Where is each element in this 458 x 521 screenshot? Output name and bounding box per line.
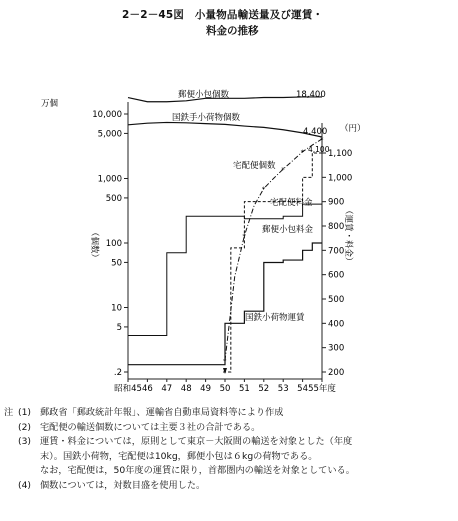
- x-tick-label: 46: [141, 384, 153, 394]
- x-tick-label: 55年度: [308, 384, 336, 394]
- right-tick-label: 600: [328, 270, 345, 281]
- left-tick-label: 5,000: [97, 129, 122, 140]
- x-tick-label: 47: [161, 384, 173, 394]
- note-line: [4, 479, 454, 494]
- x-tick-label: 53: [277, 384, 289, 394]
- left-axis-unit: 万個: [40, 99, 58, 109]
- left-tick-label: 10: [111, 303, 122, 314]
- note-lead: 注: [4, 407, 14, 418]
- left-tick-label: 10,000: [92, 110, 122, 120]
- takkyubin-point: *: [242, 232, 246, 241]
- notes: [4, 406, 454, 494]
- takkyubin-start-marker: [223, 368, 227, 374]
- x-tick-label: 昭和45: [114, 384, 142, 394]
- right-tick-label: 1,100: [328, 149, 353, 159]
- left-tick-label: 1,000: [97, 174, 122, 185]
- takkyubin-point: *: [223, 357, 227, 366]
- label-parcel-fee: 郵便小包料金: [262, 225, 314, 235]
- takkyubin-point: *: [281, 166, 285, 175]
- x-tick-label: 48: [180, 384, 192, 394]
- note-line: 末）。国鉄小荷物，宅配便は10kg，郵便小包は６kgの荷物である。: [40, 450, 318, 462]
- label-takkyubin-count-value: 4,100: [308, 145, 330, 154]
- note-line: [4, 406, 454, 421]
- right-tick-label: 900: [328, 197, 345, 208]
- left-axis-label: （個数）: [89, 228, 99, 263]
- note-text: 宅配便の輸送個数については主要３社の合計である。: [40, 421, 261, 433]
- right-tick-label: 300: [328, 343, 345, 354]
- right-tick-label: 800: [328, 222, 345, 232]
- left-tick-label: 50: [111, 258, 122, 269]
- takkyubin-point: *: [261, 185, 266, 194]
- takkyubin-point: *: [300, 148, 305, 157]
- x-axis-ticks: [114, 379, 336, 394]
- x-tick-label: 49: [200, 384, 212, 394]
- series-rail-fee: [128, 243, 322, 365]
- label-parcel-count: 郵便小包個数: [178, 90, 230, 100]
- x-tick-label: 54: [297, 384, 309, 394]
- note-number: (1): [18, 407, 32, 418]
- label-takkyubin-count: 宅配便個数: [233, 161, 276, 171]
- note-line: [4, 435, 454, 450]
- left-tick-label: 5: [116, 322, 122, 333]
- label-rail-count: 国鉄手小荷物個数: [172, 113, 241, 123]
- note-number: (3): [18, 436, 32, 448]
- left-tick-label: .2: [113, 368, 122, 378]
- label-takkyubin-fee: 宅配便料金: [270, 198, 313, 208]
- x-tick-label: 52: [258, 384, 270, 394]
- note-line: なお，宅配便は，50年度の運賃に限り，首都圏内の輸送を対象としている。: [40, 465, 355, 477]
- right-tick-label: 1,000: [328, 173, 353, 184]
- series-rail-count: [128, 122, 322, 137]
- right-tick-label: 200: [328, 368, 345, 378]
- note-line: [4, 421, 454, 436]
- x-tick-label: 51: [238, 384, 250, 394]
- label-rail-fee: 国鉄小荷物運賃: [245, 313, 305, 323]
- right-axis-label: （運賃・料金）: [343, 206, 353, 266]
- x-tick-label: 50: [219, 384, 231, 394]
- takkyubin-point: *: [320, 135, 324, 144]
- figure-subtitle: 料金の推移: [206, 25, 259, 37]
- label-parcel-count-value: 18,400: [296, 90, 326, 100]
- series-layer: [128, 97, 324, 374]
- note-text: 個数については，対数目盛を使用した。: [40, 479, 206, 491]
- note-text: 郵政省「郵政統計年報」、運輸省自動車局資料等により作成: [40, 407, 284, 418]
- right-tick-label: 500: [328, 295, 345, 305]
- label-rail-count-value: 4,400: [303, 127, 328, 137]
- left-tick-label: 500: [105, 193, 122, 204]
- right-tick-label: 400: [328, 319, 345, 330]
- figure-title: 2－2－45図 小量物品輸送量及び運賃・: [122, 9, 324, 21]
- note-number: (4): [18, 479, 32, 491]
- left-tick-label: 100: [105, 239, 122, 249]
- note-number: (2): [18, 421, 32, 433]
- right-tick-label: 700: [328, 246, 345, 257]
- right-axis-unit: （円）: [340, 124, 366, 134]
- note-text: 運賃・料金については，原則として東京－大阪間の輸送を対象とした（年度: [40, 436, 353, 448]
